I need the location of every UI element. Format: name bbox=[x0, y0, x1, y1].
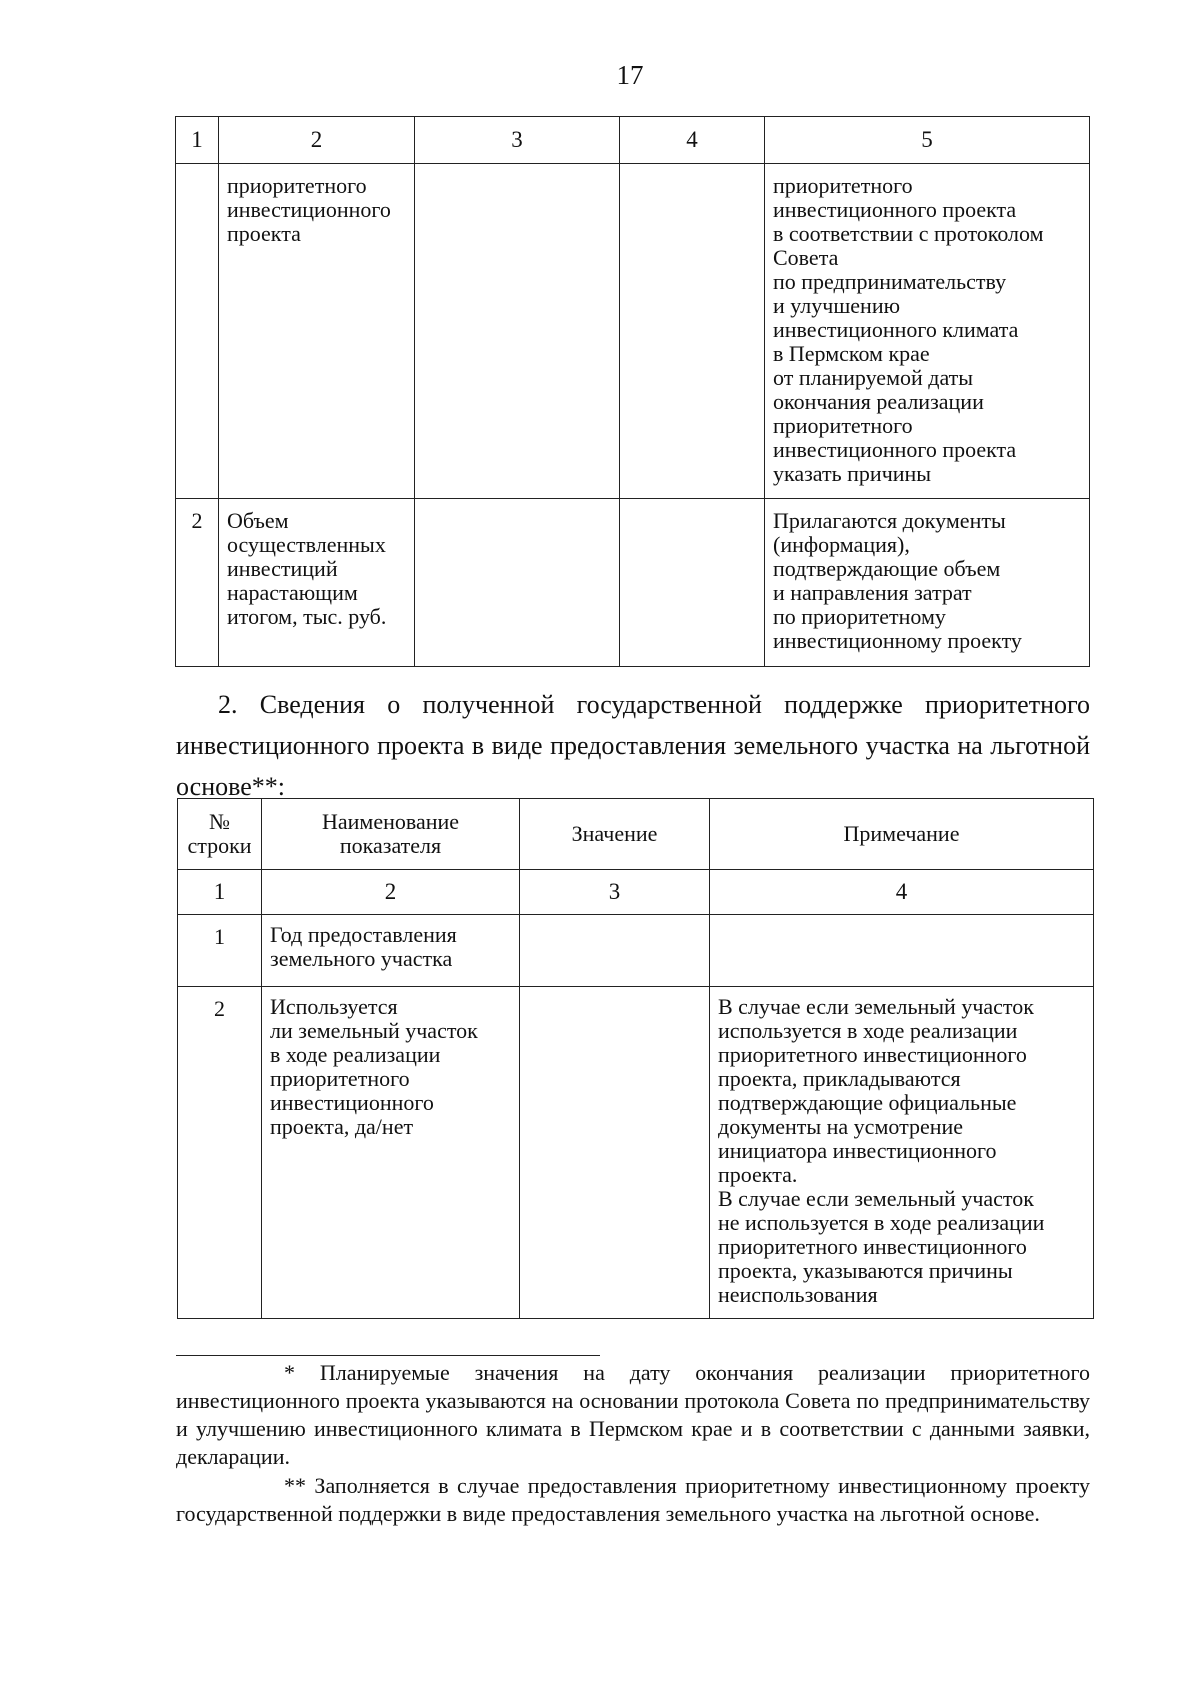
indicator-name-cell bbox=[262, 987, 520, 1319]
column-number-4: 4 bbox=[710, 870, 1094, 915]
column-number-2: 2 bbox=[219, 117, 415, 164]
indicator-name: Объем осуществленных инвестиций нарастающим итогом, тыс. руб. bbox=[227, 508, 387, 629]
header-value bbox=[520, 799, 710, 870]
indicator-name: приоритетного инвестиционного проекта bbox=[227, 173, 391, 246]
page-number: 17 bbox=[616, 60, 644, 90]
value-text bbox=[415, 499, 619, 517]
column-number-2: 2 bbox=[262, 870, 520, 915]
indicator-name-cell bbox=[262, 915, 520, 987]
table-row bbox=[178, 987, 1094, 1319]
note-text: приоритетного инвестиционного проекта в соответствии с протоколом Совета по предпринимательству и улучшению инвестиционного климата в Пермском крае от планируемой даты окончания реализации приоритетного инвестиционного проекта указать причины bbox=[773, 173, 1044, 486]
indicators-table-continued bbox=[175, 116, 1090, 667]
value-cell bbox=[415, 499, 620, 667]
footnote-2-text: ** Заполняется в случае предоставления приоритетному инвестиционному проекту государственной поддержки в виде предоставления земельного участка на льготной основе. bbox=[176, 1473, 1090, 1526]
value-text bbox=[520, 987, 709, 1001]
value-cell bbox=[415, 164, 620, 499]
column-number-3: 3 bbox=[520, 870, 710, 915]
table-header-numbers bbox=[178, 870, 1094, 915]
value-text bbox=[415, 164, 619, 182]
footnote-1-text: * Планируемые значения на дату окончания реализации приоритетного инвестиционного проекта указываются на основании протокола Совета по предпринимательству и улучшению инвестиционного климата в Пермском крае и в соответствии с данными заявки, декларации. bbox=[176, 1360, 1090, 1469]
note-text: В случае если земельный участок используется в ходе реализации приоритетного инвестиционного проекта, прикладываются подтверждающие официальные документы на усмотрение инициатора инвестиционного проекта. В случае если земельный участок не используется в ходе реализации приоритетного инвестиционного проекта, указываются причины неиспользования bbox=[718, 994, 1045, 1307]
indicator-name: Используется ли земельный участок в ходе реализации приоритетного инвестиционного проекта, да/нет bbox=[270, 994, 478, 1139]
value-text bbox=[620, 499, 764, 517]
note-cell bbox=[710, 987, 1094, 1319]
value-cell bbox=[520, 987, 710, 1319]
header-row-number bbox=[178, 799, 262, 870]
note-cell bbox=[765, 164, 1090, 499]
table-header-numbers bbox=[176, 117, 1090, 164]
row-number: 1 bbox=[178, 915, 262, 987]
section-2-heading bbox=[176, 684, 1090, 807]
table-row bbox=[178, 915, 1094, 987]
indicator-name-cell bbox=[219, 164, 415, 499]
header-label: Наименование показателя bbox=[321, 809, 460, 858]
value-text bbox=[620, 164, 764, 182]
value-cell bbox=[620, 499, 765, 667]
value-cell bbox=[520, 915, 710, 987]
header-label: Примечание bbox=[843, 821, 960, 846]
column-number-3: 3 bbox=[415, 117, 620, 164]
note-cell bbox=[765, 499, 1090, 667]
value-text bbox=[520, 915, 709, 929]
table-header bbox=[178, 799, 1094, 870]
section-2-text: 2. Сведения о полученной государственной поддержке приоритетного инвестиционного проекта в виде предоставления земельного участка на льготной основе**: bbox=[176, 690, 1090, 801]
footnote-divider bbox=[176, 1355, 600, 1356]
indicator-name-cell bbox=[219, 499, 415, 667]
value-cell bbox=[620, 164, 765, 499]
row-number bbox=[176, 164, 219, 499]
indicator-name: Год предоставления земельного участка bbox=[270, 922, 457, 971]
column-number-4: 4 bbox=[620, 117, 765, 164]
column-number-1: 1 bbox=[178, 870, 262, 915]
footnote-2 bbox=[176, 1472, 1090, 1528]
note-cell bbox=[710, 915, 1094, 987]
row-number: 2 bbox=[178, 987, 262, 1319]
header-label: № строки bbox=[187, 809, 252, 858]
land-support-table bbox=[177, 798, 1094, 1319]
table-row bbox=[176, 164, 1090, 499]
header-note bbox=[710, 799, 1094, 870]
footnote-1 bbox=[176, 1359, 1090, 1471]
column-number-1: 1 bbox=[176, 117, 219, 164]
row-number: 2 bbox=[176, 499, 219, 667]
header-label: Значение bbox=[571, 821, 658, 846]
note-text: Прилагаются документы (информация), подтверждающие объем и направления затрат по приоритетному инвестиционному проекту bbox=[773, 508, 1022, 653]
header-indicator-name bbox=[262, 799, 520, 870]
table-row bbox=[176, 499, 1090, 667]
column-number-5: 5 bbox=[765, 117, 1090, 164]
note-text bbox=[710, 915, 1093, 929]
